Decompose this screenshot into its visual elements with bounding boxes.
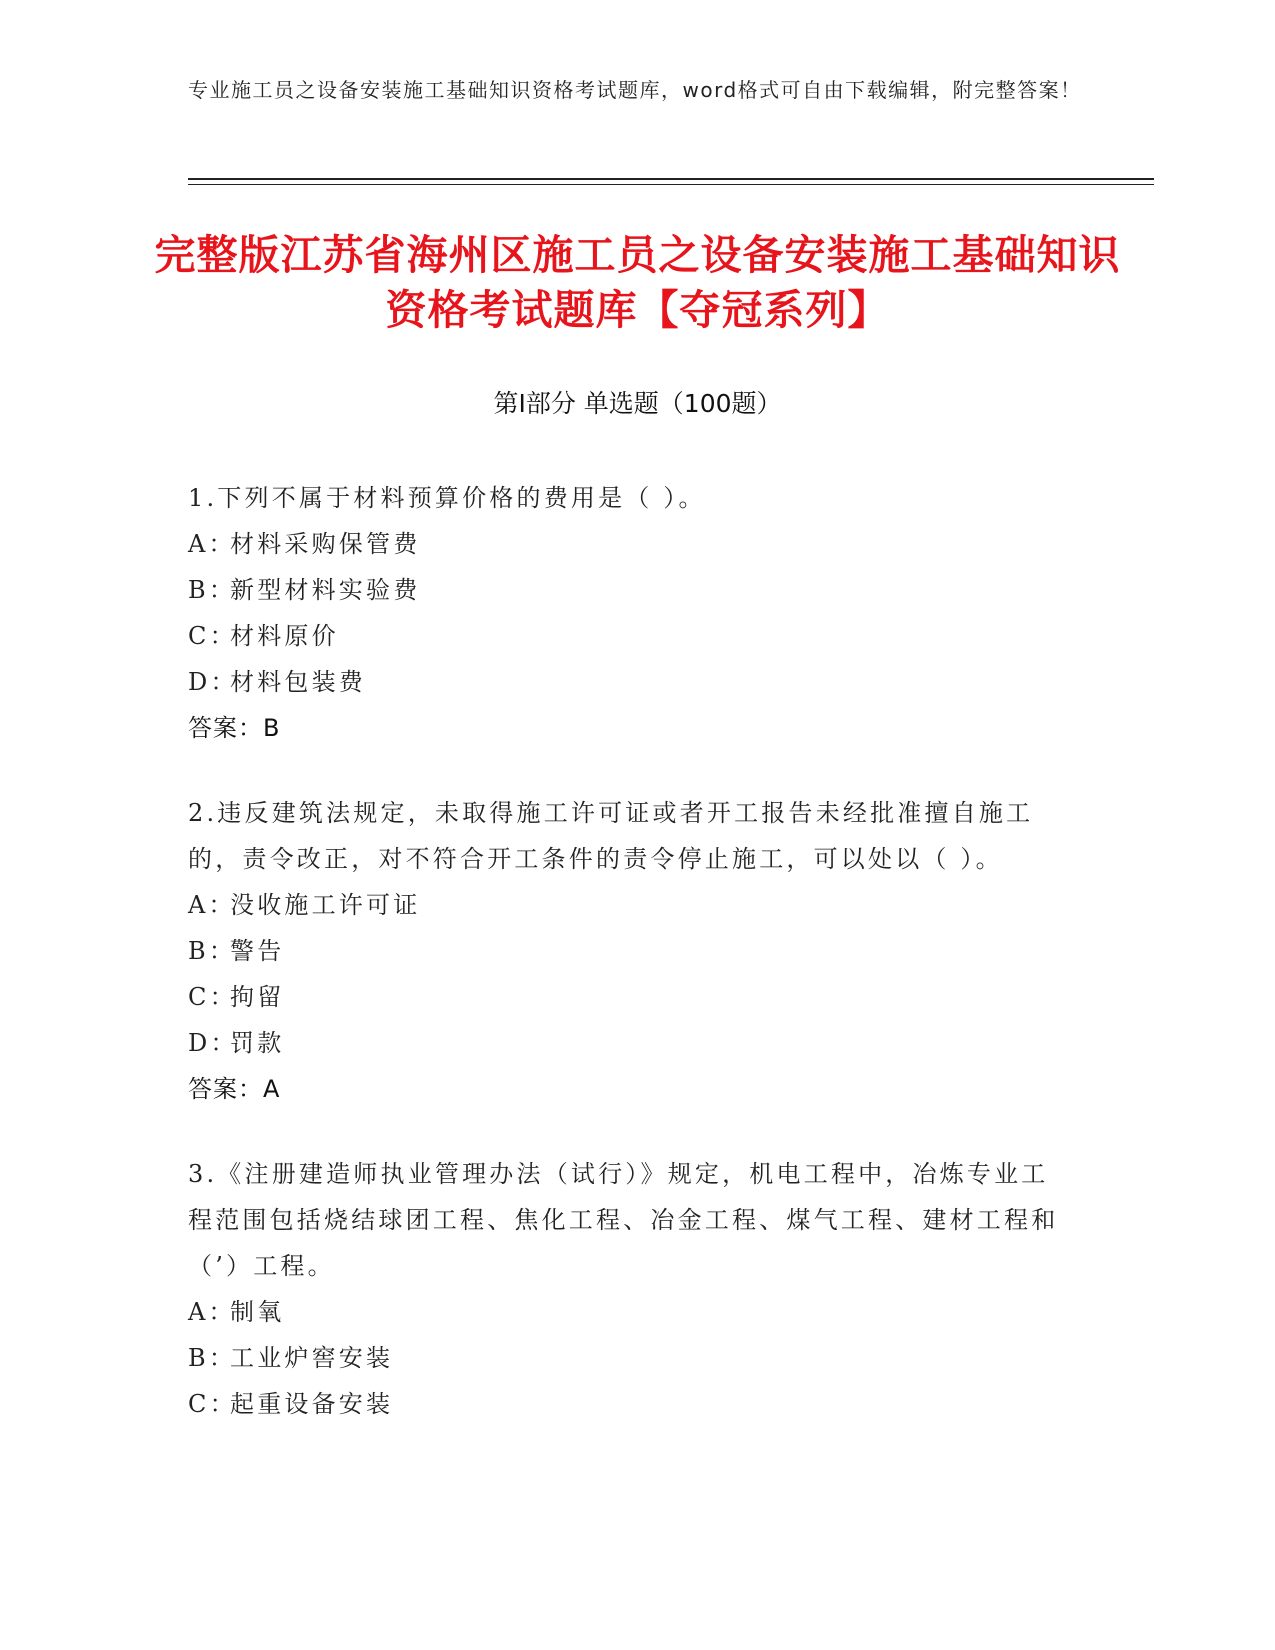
option-text: 警告	[230, 937, 285, 965]
option-key: D：	[188, 668, 238, 696]
option-b	[188, 928, 1068, 974]
option-key: C：	[188, 1390, 237, 1418]
option-key: B：	[188, 576, 237, 604]
option-text: 材料原价	[230, 622, 339, 650]
option-c	[188, 974, 1068, 1020]
question-1	[188, 475, 1068, 751]
option-text: 新型材料实验费	[230, 576, 421, 604]
header-divider-thin	[188, 184, 1154, 185]
option-c	[188, 613, 1068, 659]
answer: 答案：B	[188, 714, 281, 742]
option-d	[188, 659, 1068, 705]
option-text: 工业炉窖安装	[230, 1344, 394, 1372]
question-stem: 2.违反建筑法规定，未取得施工许可证或者开工报告未经批准擅自施工的，责令改正，对不符合开工条件的责令停止施工，可以处以（ ）。	[188, 799, 1034, 873]
option-key: A：	[188, 891, 236, 919]
section-heading: 第I部分 单选题（100题）	[493, 389, 782, 418]
option-text: 罚款	[230, 1029, 285, 1057]
question-stem: 1.下列不属于材料预算价格的费用是（ ）。	[188, 484, 706, 512]
option-a	[188, 882, 1068, 928]
option-key: A：	[188, 530, 236, 558]
option-a	[188, 521, 1068, 567]
option-d	[188, 1020, 1068, 1066]
option-key: A：	[188, 1298, 236, 1326]
option-b	[188, 1335, 1068, 1381]
document-title: 完整版江苏省海州区施工员之设备安装施工基础知识资格考试题库【夺冠系列】	[154, 231, 1121, 334]
option-text: 没收施工许可证	[230, 891, 421, 919]
header-divider-thick	[188, 178, 1154, 180]
option-b	[188, 567, 1068, 613]
question-3	[188, 1151, 1068, 1427]
question-2	[188, 790, 1068, 1112]
option-key: B：	[188, 1344, 237, 1372]
option-key: B：	[188, 937, 237, 965]
option-key: D：	[188, 1029, 238, 1057]
answer: 答案：A	[188, 1075, 281, 1103]
option-text: 材料采购保管费	[230, 530, 421, 558]
question-list	[188, 475, 1068, 1466]
option-key: C：	[188, 983, 237, 1011]
option-text: 拘留	[230, 983, 285, 1011]
option-text: 制氧	[230, 1298, 285, 1326]
option-text: 材料包装费	[230, 668, 366, 696]
option-key: C：	[188, 622, 237, 650]
header-note: 专业施工员之设备安装施工基础知识资格考试题库，word格式可自由下载编辑，附完整答案！	[188, 78, 1082, 102]
option-text: 起重设备安装	[230, 1390, 394, 1418]
question-stem: 3.《注册建造师执业管理办法（试行）》规定，机电工程中，冶炼专业工程范围包括烧结球团工程、焦化工程、冶金工程、煤气工程、建材工程和（’）工程。	[188, 1160, 1059, 1280]
option-a	[188, 1289, 1068, 1335]
option-c	[188, 1381, 1068, 1427]
